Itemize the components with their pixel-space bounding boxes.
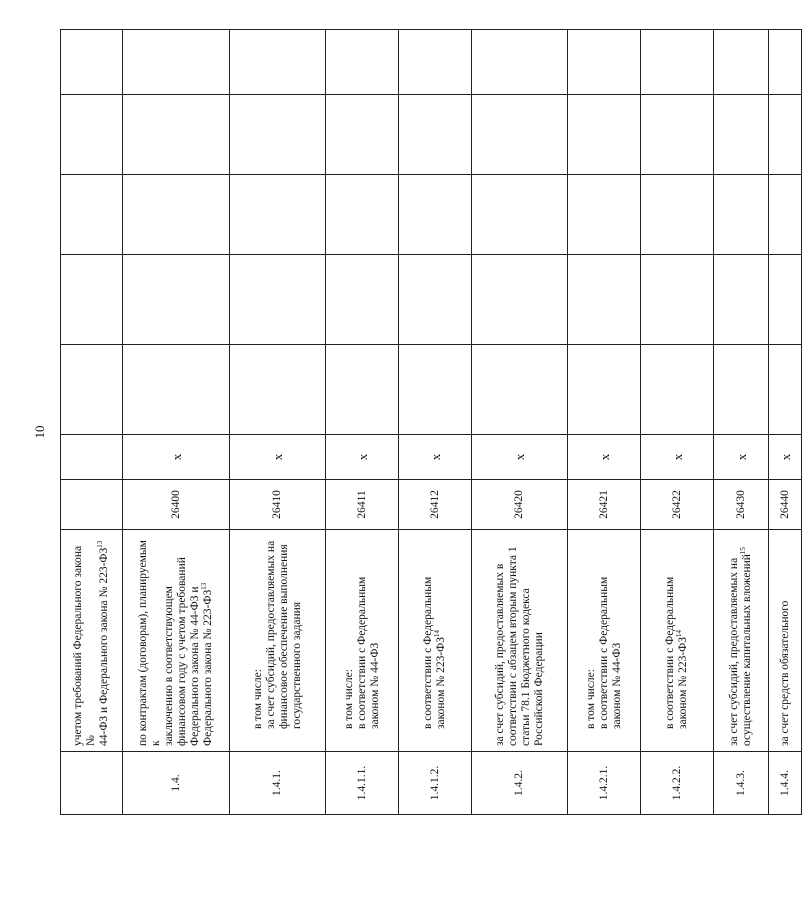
row-number: 1.4.2.1. [568, 752, 641, 815]
x-mark: x [641, 435, 714, 480]
empty-cell [769, 255, 802, 345]
empty-cell [568, 255, 641, 345]
row-code: 26412 [399, 480, 472, 530]
table-row [641, 30, 714, 815]
empty-cell [769, 95, 802, 175]
row-description [326, 530, 399, 752]
empty-cell [568, 30, 641, 95]
description-line: по контрактам (договорам), планируемым к [137, 540, 162, 746]
x-mark: x [326, 435, 399, 480]
footnote-ref: 14 [675, 629, 684, 637]
footnote-ref: 13 [96, 540, 105, 548]
empty-cell [230, 255, 326, 345]
empty-cell [641, 255, 714, 345]
description-line: в соответствии с Федеральным [422, 576, 434, 729]
x-mark: x [769, 435, 802, 480]
empty-cell [123, 255, 230, 345]
empty-cell [472, 345, 568, 435]
row-code: 26410 [230, 480, 326, 530]
empty-cell [326, 30, 399, 95]
description-line: за счет субсидий, предоставляемых в [493, 563, 506, 746]
empty-cell [769, 345, 802, 435]
row-number [61, 752, 123, 815]
x-mark: x [399, 435, 472, 480]
x-mark: x [472, 435, 568, 480]
empty-cell [230, 175, 326, 255]
empty-cell [61, 345, 123, 435]
empty-cell [714, 95, 769, 175]
description-line: 44-ФЗ и Федерального закона № 223-ФЗ [98, 547, 110, 746]
table-row [123, 30, 230, 815]
empty-cell [472, 255, 568, 345]
row-number: 1.4.3. [714, 752, 769, 815]
row-description [61, 530, 123, 752]
row-description [641, 530, 714, 752]
row-number: 1.4.1.2. [399, 752, 472, 815]
description-line: за счет субсидий, предоставляемых на [728, 557, 740, 746]
row-description [399, 530, 472, 752]
description-line: за счет субсидий, предоставляемых на [264, 540, 277, 729]
empty-cell [568, 95, 641, 175]
empty-cell [399, 345, 472, 435]
description-line: в том числе: [342, 669, 355, 729]
row-code: 26420 [472, 480, 568, 530]
empty-cell [641, 30, 714, 95]
empty-cell [326, 345, 399, 435]
description-line: законом № 223-ФЗ [435, 636, 447, 729]
description-line: финансовое обеспечение выполнения [277, 544, 290, 729]
empty-cell [326, 95, 399, 175]
empty-cell [472, 30, 568, 95]
description-line: законом № 44-ФЗ [368, 642, 381, 729]
footnote-ref: 14 [433, 629, 442, 637]
description-line: в соответствии с Федеральным [597, 576, 610, 729]
table-row [568, 30, 641, 815]
table-row [472, 30, 568, 815]
empty-cell [714, 345, 769, 435]
footnote-ref: 15 [739, 547, 748, 555]
empty-cell [230, 95, 326, 175]
row-description [714, 530, 769, 752]
row-number: 1.4. [123, 752, 230, 815]
table-row [399, 30, 472, 815]
empty-cell [641, 345, 714, 435]
table-row [326, 30, 399, 815]
row-code: 26440 [769, 480, 802, 530]
footnote-ref: 13 [200, 582, 209, 590]
description-line: в соответствии с Федеральным [664, 576, 676, 729]
row-code: 26411 [326, 480, 399, 530]
row-number: 1.4.2.2. [641, 752, 714, 815]
empty-cell [568, 175, 641, 255]
description-line: законом № 44-ФЗ [610, 642, 623, 729]
description-line: за счет средств обязательного [778, 600, 791, 746]
empty-cell [714, 175, 769, 255]
row-code: 26422 [641, 480, 714, 530]
empty-cell [61, 175, 123, 255]
table-row [714, 30, 769, 815]
empty-cell [568, 345, 641, 435]
row-description [472, 530, 568, 752]
description-line: заключению в соответствующем [163, 586, 175, 746]
rotated-table-page [60, 30, 793, 815]
description-line: в соответствии с Федеральным [355, 576, 368, 729]
empty-cell [399, 255, 472, 345]
row-code: 26421 [568, 480, 641, 530]
description-line: учетом требований Федерального закона № [72, 545, 97, 746]
description-line: финансовом году с учетом требований [176, 557, 188, 746]
empty-cell [714, 30, 769, 95]
empty-cell [123, 30, 230, 95]
table-row [230, 30, 326, 815]
x-mark: x [230, 435, 326, 480]
empty-cell [61, 255, 123, 345]
financial-table [60, 29, 802, 815]
row-code: 26400 [123, 480, 230, 530]
description-line: соответствии с абзацем вторым пункта 1 [506, 546, 519, 746]
row-code [61, 480, 123, 530]
table-row [61, 30, 123, 815]
empty-cell [399, 175, 472, 255]
empty-cell [769, 175, 802, 255]
x-mark: x [123, 435, 230, 480]
row-description [568, 530, 641, 752]
empty-cell [714, 255, 769, 345]
description-line: Федерального закона № 223-ФЗ [202, 589, 214, 746]
description-line: статьи 78.1 Бюджетного кодекса [519, 588, 532, 746]
empty-cell [61, 30, 123, 95]
row-description [769, 530, 802, 752]
empty-cell [399, 30, 472, 95]
description-line: государственного задания [290, 601, 303, 729]
description-line: Федерального закона № 44-ФЗ и [189, 586, 201, 746]
x-mark [61, 435, 123, 480]
empty-cell [326, 175, 399, 255]
description-line: законом № 223-ФЗ [677, 636, 689, 729]
empty-cell [472, 95, 568, 175]
empty-cell [123, 345, 230, 435]
empty-cell [230, 30, 326, 95]
empty-cell [769, 30, 802, 95]
page-number: 10 [32, 425, 47, 439]
row-code: 26430 [714, 480, 769, 530]
row-number: 1.4.4. [769, 752, 802, 815]
empty-cell [326, 255, 399, 345]
row-number: 1.4.2. [472, 752, 568, 815]
empty-cell [230, 345, 326, 435]
row-description [123, 530, 230, 752]
x-mark: x [568, 435, 641, 480]
empty-cell [472, 175, 568, 255]
x-mark: x [714, 435, 769, 480]
description-line: в том числе: [251, 669, 264, 729]
empty-cell [641, 95, 714, 175]
description-line: осуществление капитальных вложений [741, 554, 753, 746]
row-number: 1.4.1. [230, 752, 326, 815]
description-line: в том числе: [584, 669, 597, 729]
empty-cell [399, 95, 472, 175]
empty-cell [123, 175, 230, 255]
description-line: Российской Федерации [532, 632, 545, 746]
empty-cell [61, 95, 123, 175]
empty-cell [641, 175, 714, 255]
row-number: 1.4.1.1. [326, 752, 399, 815]
row-description [230, 530, 326, 752]
empty-cell [123, 95, 230, 175]
table-row [769, 30, 802, 815]
